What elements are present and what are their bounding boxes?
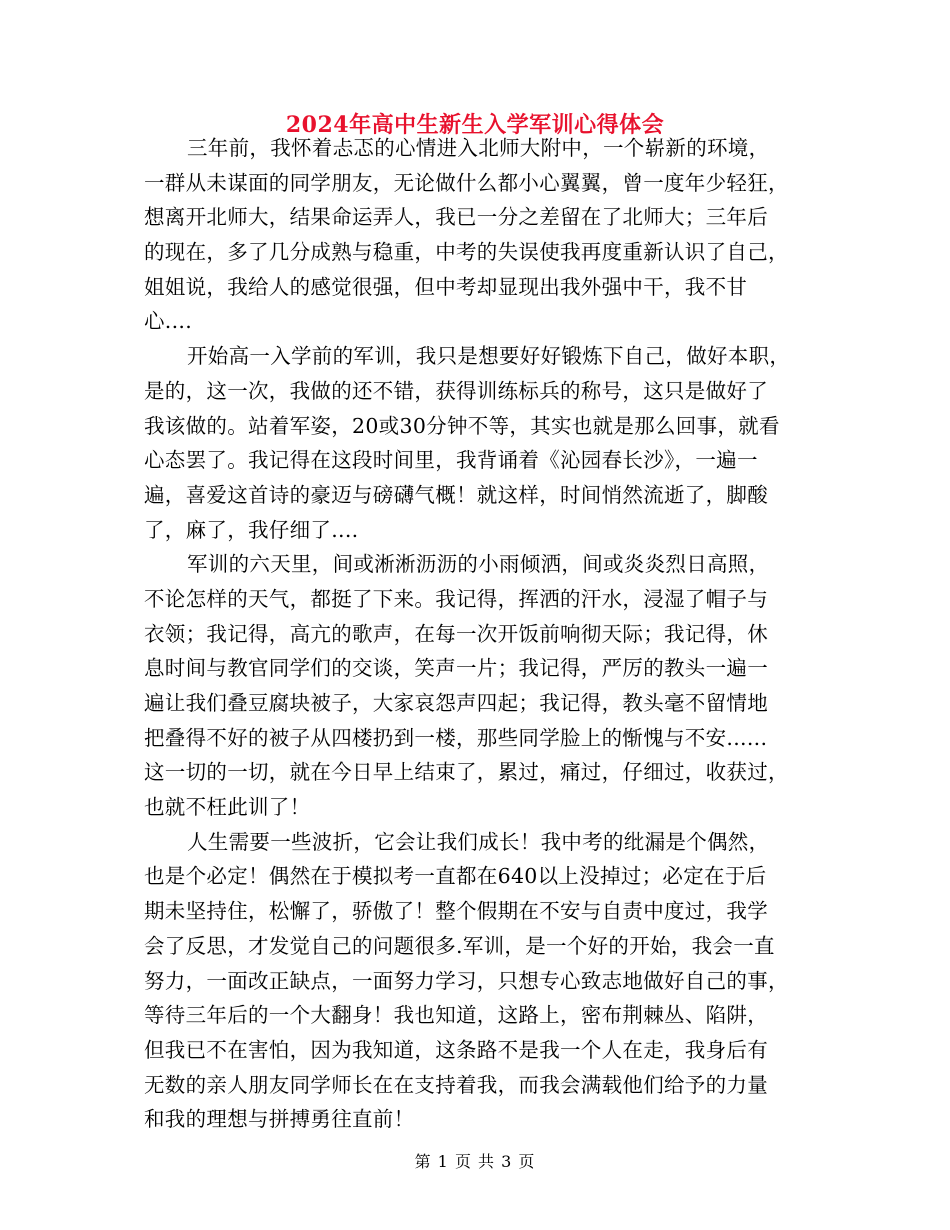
text-line: 衣领；我记得，高亢的歌声，在每一次开饭前响彻天际；我记得，休 xyxy=(144,621,768,646)
text-line: 等待三年后的一个大翻身！我也知道，这路上，密布荆棘丛、陷阱， xyxy=(144,1003,768,1028)
text-line: 的现在，多了几分成熟与稳重，中考的失误使我再度重新认识了自己， xyxy=(144,240,789,265)
document-title: 2024年高中生新生入学军训心得体会 xyxy=(285,112,665,138)
text-line: 一群从未谋面的同学朋友，无论做什么都小心翼翼，曾一度年少轻狂， xyxy=(144,170,789,195)
text-line: 把叠得不好的被子从四楼扔到一楼，那些同学脸上的惭愧与不安...... xyxy=(144,725,768,750)
text-line: 想离开北师大，结果命运弄人，我已一分之差留在了北师大；三年后 xyxy=(144,205,768,230)
text-line: 了，麻了，我仔细了.... xyxy=(144,517,359,542)
document-body xyxy=(144,131,812,1137)
text-line: 心态罢了。我记得在这段时间里，我背诵着《沁园春长沙》，一遍一 xyxy=(144,448,758,473)
text-line: 这一切的一切，就在今日早上结束了，累过，痛过，仔细过，收获过， xyxy=(144,760,789,785)
text-line: 和我的理想与拼搏勇往直前！ xyxy=(144,1107,415,1132)
text-line: 遍让我们叠豆腐块被子，大家哀怨声四起；我记得，教头毫不留情地 xyxy=(144,691,768,715)
text-line: 是的，这一次，我做的还不错，获得训练标兵的称号，这只是做好了 xyxy=(144,378,768,403)
text-line: 遍，喜爱这首诗的豪迈与磅礴气概！就这样，时间悄然流逝了，脚酸 xyxy=(144,482,768,507)
text-line: 不论怎样的天气，都挺了下来。我记得，挥洒的汗水，浸湿了帽子与 xyxy=(144,586,768,611)
text-line: 也就不枉此训了！ xyxy=(144,795,311,820)
text-line: 但我已不在害怕，因为我知道，这条路不是我一个人在走，我身后有 xyxy=(144,1037,768,1062)
text-line: 姐姐说，我给人的感觉很强，但中考却显现出我外强中干，我不甘 xyxy=(144,274,748,299)
text-line: 三年前，我怀着忐忑的心情进入北师大附中，一个崭新的环境， xyxy=(187,136,770,160)
text-line: 期未坚持住，松懈了，骄傲了！整个假期在不安与自责中度过，我学 xyxy=(144,899,768,924)
text-line: 开始高一入学前的军训，我只是想要好好锻炼下自己，做好本职， xyxy=(187,344,791,369)
text-line: 我该做的。站着军姿，20或30分钟不等，其实也就是那么回事，就看 xyxy=(144,413,780,438)
text-line: 会了反思，才发觉自己的问题很多.军训，是一个好的开始，我会一直 xyxy=(144,933,775,958)
text-line: 军训的六天里，间或淅淅沥沥的小雨倾洒，间或炎炎烈日高照， xyxy=(187,552,770,577)
text-line: 人生需要一些波折，它会让我们成长！我中考的纰漏是个偶然， xyxy=(187,829,770,854)
text-line: 息时间与教官同学们的交谈，笑声一片；我记得，严厉的教头一遍一 xyxy=(144,656,768,681)
text-line: 无数的亲人朋友同学师长在在支持着我，而我会满载他们给予的力量 xyxy=(144,1072,768,1097)
text-line: 努力，一面改正缺点，一面努力学习，只想专心致志地做好自己的事， xyxy=(144,968,789,993)
text-line: 心.... xyxy=(144,309,193,334)
text-line: 也是个必定！偶然在于模拟考一直都在640以上没掉过；必定在于后 xyxy=(144,864,767,889)
page-number-footer: 第 1 页 共 3 页 xyxy=(414,1152,536,1171)
